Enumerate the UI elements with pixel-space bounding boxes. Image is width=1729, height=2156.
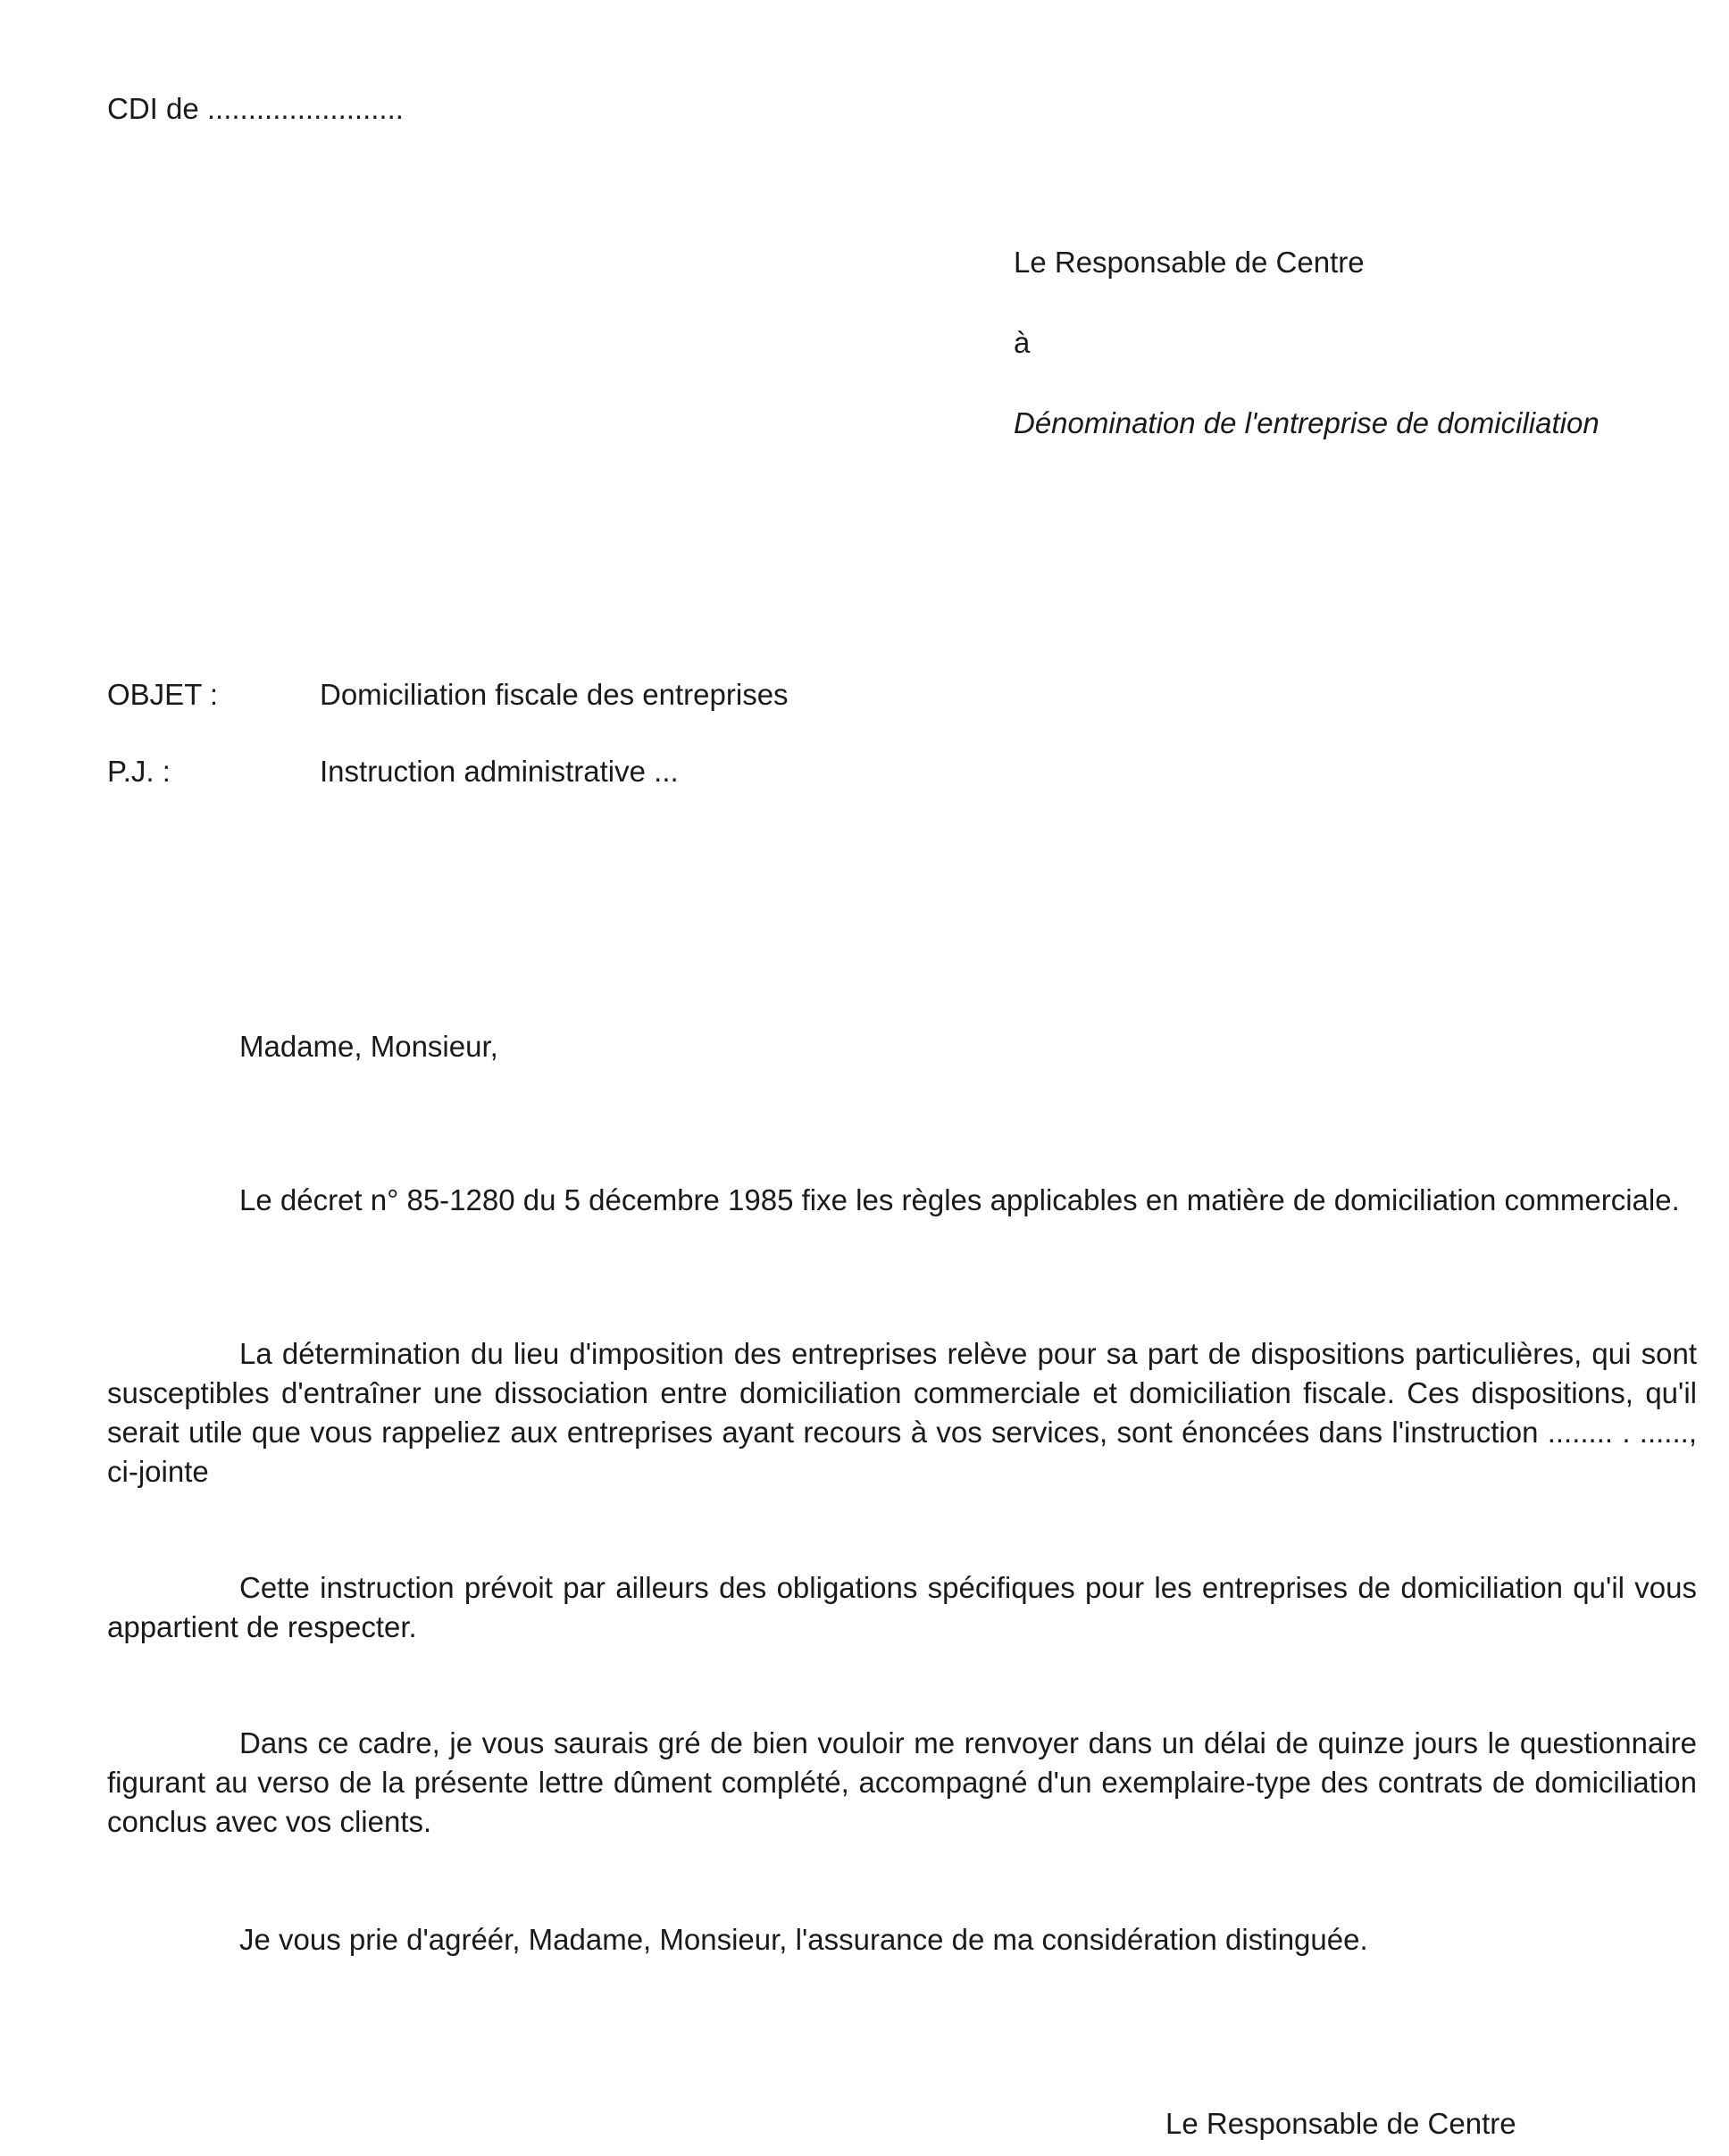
object-value: Domiciliation fiscale des entreprises: [320, 678, 789, 711]
recipient-company: Dénomination de l'entreprise de domiciliation: [1014, 406, 1600, 439]
object-label: OBJET :: [107, 678, 219, 711]
sender-line: Le Responsable de Centre: [1014, 246, 1365, 279]
cdi-header: CDI de ........................: [107, 92, 404, 125]
to-line: à: [1014, 326, 1031, 359]
pj-label: P.J. :: [107, 755, 171, 788]
pj-value: Instruction administrative ...: [320, 755, 679, 788]
paragraph-obligations: Cette instruction prévoit par ailleurs des obligations spécifiques pour les entreprises de domiciliation qu'il vous appartient de respecter.: [107, 1571, 1697, 1643]
salutation: Madame, Monsieur,: [239, 1030, 498, 1063]
paragraph-questionnaire: Dans ce cadre, je vous saurais gré de bien vouloir me renvoyer dans un délai de quinze jours le questionnaire figurant au verso de la présente lettre dûment complété, accompagné d'un exemplaire-type des contrats de domiciliation conclus avec vos clients.: [107, 1726, 1697, 1838]
closing-formula: Je vous prie d'agréér, Madame, Monsieur, l'assurance de ma considération distinguée.: [239, 1923, 1368, 1956]
paragraph-imposition: La détermination du lieu d'imposition des entreprises relève pour sa part de dispositions particulières, qui sont susceptibles d'entraîner une dissociation entre domiciliation commerciale et domiciliation fiscale. Ces dispositions, qu'il serait utile que vous rappeliez aux entreprises ayant recours à vos services, sont énoncées dans l'instruction ........ . ......, ci-jointe: [107, 1337, 1697, 1488]
paragraph-decree: Le décret n° 85-1280 du 5 décembre 1985 fixe les règles applicables en matière de domiciliation commerciale.: [239, 1183, 1680, 1216]
signature: Le Responsable de Centre: [1165, 2107, 1516, 2140]
